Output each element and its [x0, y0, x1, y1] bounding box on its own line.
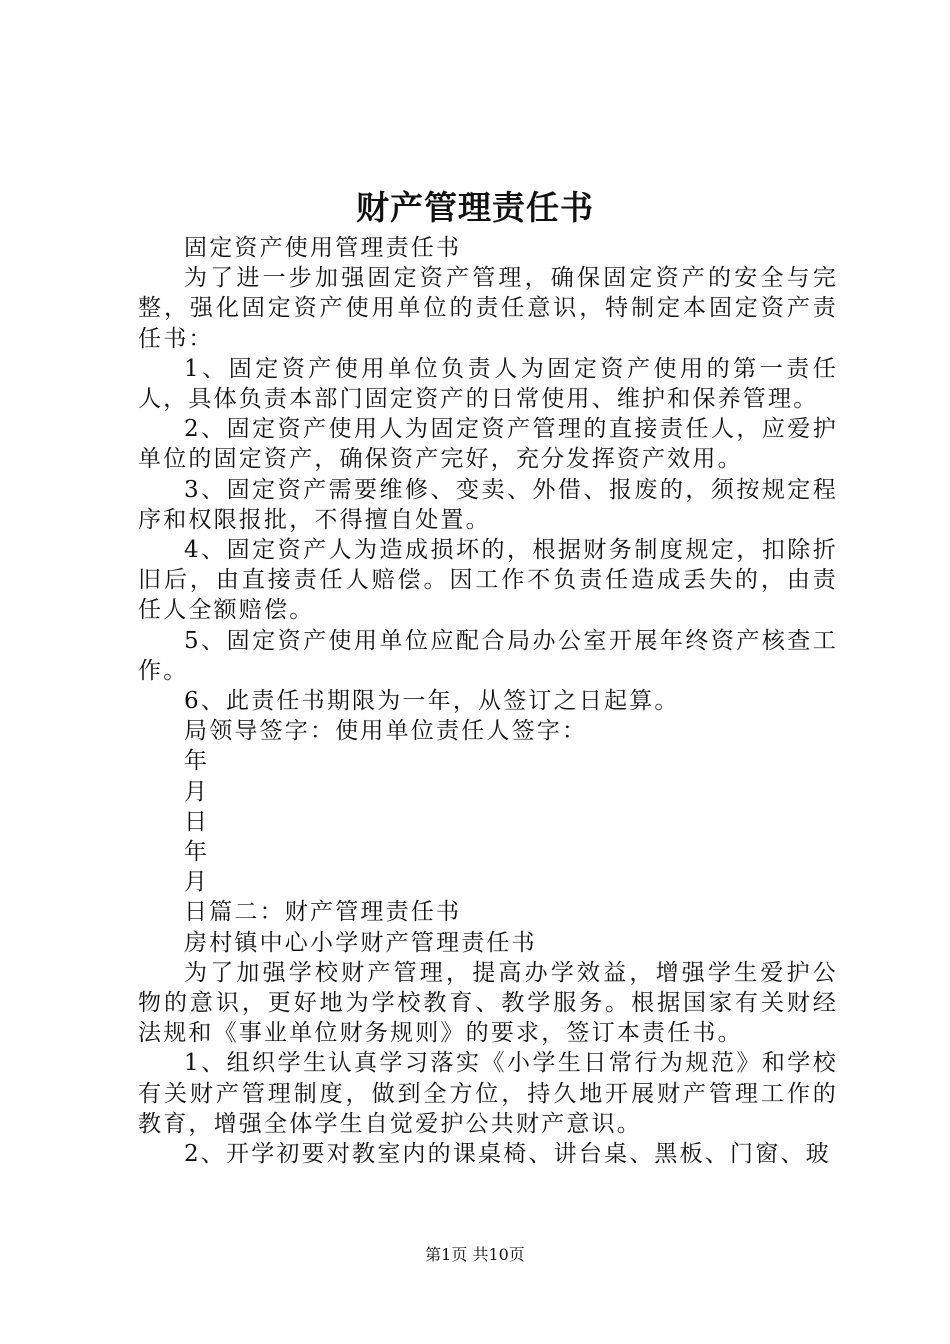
date-year-1: 年: [184, 748, 210, 775]
date-year-2: 年: [184, 839, 210, 866]
page-footer: 第1页 共10页: [425, 1245, 525, 1264]
subtitle-paragraph: 固定资产使用管理责任书: [184, 235, 462, 261]
signature-line: 局领导签字：使用单位责任人签字：: [184, 718, 588, 745]
clause-2: 2、固定资产使用人为固定资产管理的直接责任人，应爱护单位的固定资产，确保资产完好，充分发挥资产效用。: [138, 416, 838, 473]
section-two-heading: 日篇二：财产管理责任书: [184, 899, 462, 926]
date-month-2: 月: [184, 869, 210, 896]
date-month-1: 月: [184, 778, 210, 805]
intro-paragraph: 为了进一步加强固定资产管理，确保固定资产的安全与完整，强化固定资产使用单位的责任意识，特制定本固定资产责任书：: [138, 265, 838, 352]
clause-3: 3、固定资产需要维修、变卖、外借、报废的，须按规定程序和权限报批，不得擅自处置。: [138, 476, 838, 533]
date-day-1: 日: [184, 808, 210, 835]
clause-6: 6、此责任书期限为一年，从签订之日起算。: [184, 688, 680, 715]
document-title: 财产管理责任书: [356, 188, 594, 227]
section-two-clause-2: 2、开学初要对教室内的课桌椅、讲台桌、黑板、门窗、玻: [184, 1141, 831, 1168]
clause-1: 1、固定资产使用单位负责人为固定资产使用的第一责任人，具体负责本部门固定资产的日常使用、维护和保养管理。: [138, 355, 838, 413]
clause-5: 5、固定资产使用单位应配合局办公室开展年终资产核查工作。: [138, 627, 838, 684]
section-two-clause-1: 1、组织学生认真学习落实《小学生日常行为规范》和学校有关财产管理制度，做到全方位，持久地开展财产管理工作的教育，增强全体学生自觉爱护公共财产意识。: [138, 1050, 838, 1137]
clause-4: 4、固定资产人为造成损坏的，根据财务制度规定，扣除折旧后，由直接责任人赔偿。因工作不负责任造成丢失的，由责任人全额赔偿。: [138, 537, 838, 624]
document-body: [138, 233, 838, 1169]
section-two-intro: 为了加强学校财产管理，提高办学效益，增强学生爱护公物的意识，更好地为学校教育、教学服务。根据国家有关财经法规和《事业单位财务规则》的要求，签订本责任书。: [138, 959, 838, 1047]
section-two-subtitle: 房村镇中心小学财产管理责任书: [184, 929, 537, 956]
